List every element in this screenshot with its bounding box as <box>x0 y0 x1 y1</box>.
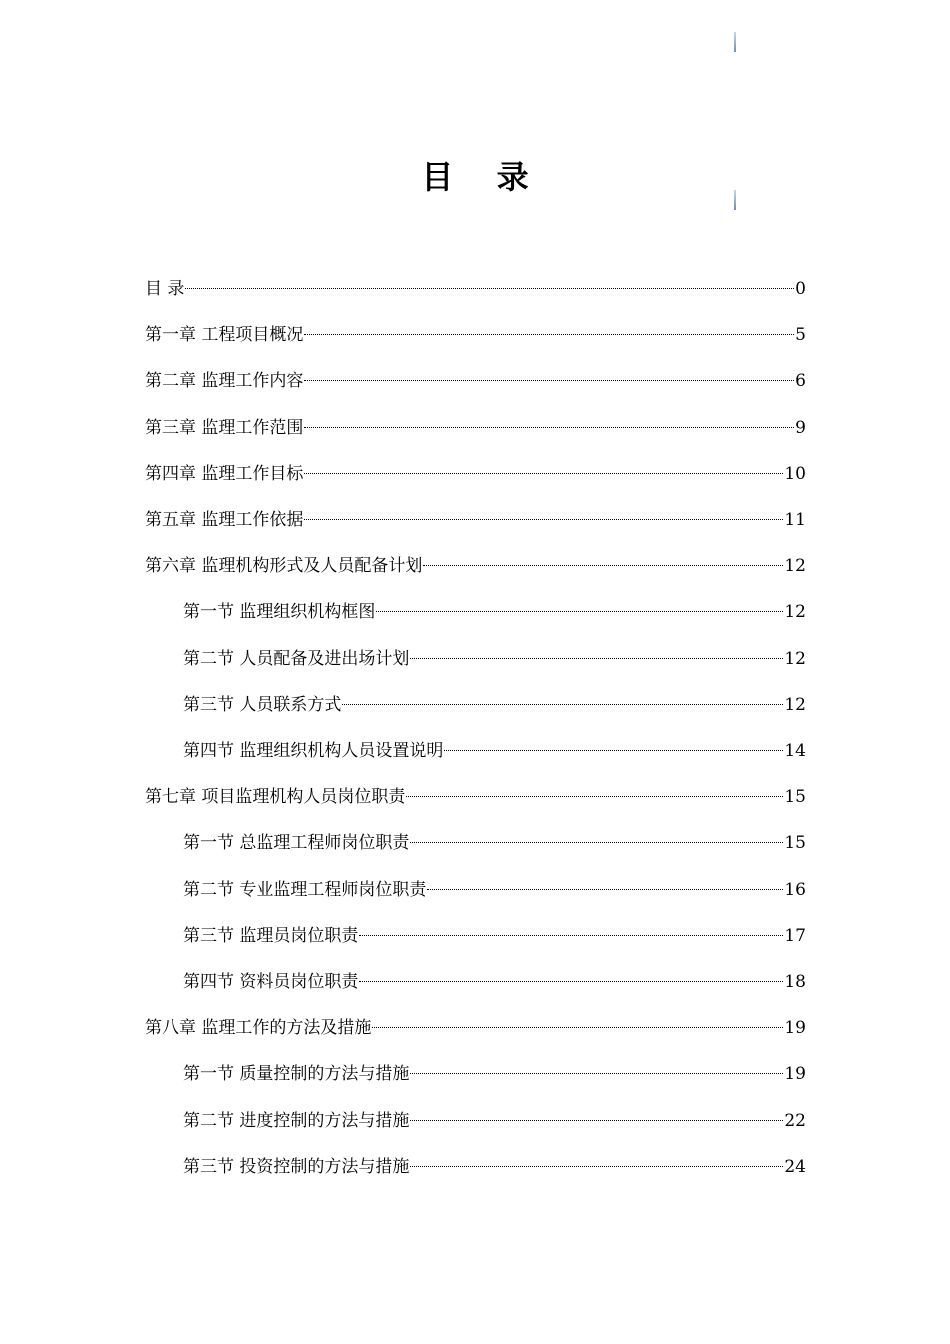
toc-entry[interactable] <box>145 368 806 394</box>
toc-entry-label: 第一节 质量控制的方法与措施 <box>183 1064 410 1085</box>
toc-entry[interactable] <box>145 276 806 302</box>
toc-entry[interactable] <box>145 461 806 487</box>
toc-entry-label: 第三节 监理员岗位职责 <box>183 925 359 946</box>
toc-dot-leader <box>410 658 783 659</box>
toc-dot-leader <box>406 796 783 797</box>
toc-entry-label: 第五章 监理工作依据 <box>145 510 304 530</box>
toc-entry-page-number: 9 <box>795 417 806 438</box>
toc-dot-leader <box>410 1120 783 1121</box>
toc-entry-label: 第八章 监理工作的方法及措施 <box>145 1018 372 1039</box>
toc-entry-label: 第三节 人员联系方式 <box>183 694 342 715</box>
toc-entry-page-number: 6 <box>795 371 806 392</box>
toc-entry-page-number: 12 <box>784 648 806 669</box>
toc-entry-label: 第四节 监理组织机构人员设置说明 <box>183 741 444 761</box>
toc-entry-page-number: 12 <box>784 556 806 577</box>
toc-dot-leader <box>304 334 794 335</box>
toc-entry[interactable] <box>145 507 806 533</box>
toc-entry-page-number: 24 <box>784 1156 806 1177</box>
toc-dot-leader <box>359 935 783 936</box>
toc-dot-leader <box>304 473 783 474</box>
toc-entry[interactable] <box>183 646 806 672</box>
toc-dot-leader <box>185 288 794 289</box>
toc-entry-label: 第一节 监理组织机构框图 <box>183 602 376 623</box>
toc-entry[interactable] <box>183 738 806 764</box>
toc-entry-page-number: 17 <box>784 925 806 946</box>
toc-entry-page-number: 11 <box>784 510 806 530</box>
toc-entry-page-number: 5 <box>795 325 806 346</box>
toc-dot-leader <box>410 1073 783 1074</box>
toc-dot-leader <box>410 842 783 843</box>
toc-entry[interactable] <box>183 923 806 949</box>
toc-entry[interactable] <box>145 415 806 441</box>
toc-entry[interactable] <box>145 1015 806 1041</box>
toc-entry-page-number: 15 <box>784 787 806 808</box>
toc-entry[interactable] <box>183 692 806 718</box>
toc-dot-leader <box>359 981 783 982</box>
toc-entry-page-number: 14 <box>784 741 806 761</box>
toc-entry-label: 第二章 监理工作内容 <box>145 371 304 392</box>
toc-entry-label: 第四节 资料员岗位职责 <box>183 972 359 992</box>
toc-entry-page-number: 19 <box>784 1064 806 1085</box>
toc-entry-page-number: 12 <box>784 694 806 715</box>
toc-entry-page-number: 15 <box>784 833 806 854</box>
toc-dot-leader <box>304 519 783 520</box>
toc-dot-leader <box>304 380 794 381</box>
toc-entry-page-number: 19 <box>784 1018 806 1039</box>
toc-entry[interactable] <box>183 969 806 995</box>
toc-entry-label: 目 录 <box>145 279 185 299</box>
toc-entry-label: 第三节 投资控制的方法与措施 <box>183 1156 410 1177</box>
toc-entry-label: 第三章 监理工作范围 <box>145 417 304 438</box>
toc-entry[interactable] <box>183 1154 806 1180</box>
toc-entry[interactable] <box>183 599 806 625</box>
toc-dot-leader <box>372 1027 783 1028</box>
toc-entry[interactable] <box>145 553 806 579</box>
toc-dot-leader <box>376 611 783 612</box>
toc-entry-label: 第二节 专业监理工程师岗位职责 <box>183 879 427 900</box>
toc-dot-leader <box>304 427 794 428</box>
toc-entry-page-number: 18 <box>784 972 806 992</box>
toc-entry-label: 第二节 人员配备及进出场计划 <box>183 648 410 669</box>
toc-entry-page-number: 22 <box>784 1110 806 1131</box>
toc-dot-leader <box>342 704 783 705</box>
toc-entry-label: 第一章 工程项目概况 <box>145 325 304 346</box>
toc-entry[interactable] <box>183 1061 806 1087</box>
toc-entry[interactable] <box>145 322 806 348</box>
toc-entry-page-number: 16 <box>784 879 806 900</box>
toc-entry-label: 第四章 监理工作目标 <box>145 463 304 484</box>
toc-entry-page-number: 0 <box>795 279 806 299</box>
toc-entry-page-number: 12 <box>784 602 806 623</box>
toc-dot-leader <box>444 750 783 751</box>
toc-entry[interactable] <box>145 784 806 810</box>
toc-entry-label: 第一节 总监理工程师岗位职责 <box>183 833 410 854</box>
toc-entry-label: 第二节 进度控制的方法与措施 <box>183 1110 410 1131</box>
crop-mark-top <box>734 32 736 52</box>
toc-entry[interactable] <box>183 1108 806 1134</box>
toc-entry[interactable] <box>183 830 806 856</box>
toc-entry-label: 第七章 项目监理机构人员岗位职责 <box>145 787 406 808</box>
toc-heading: 目 录 <box>421 158 545 196</box>
toc-dot-leader <box>427 889 783 890</box>
toc-entry[interactable] <box>183 877 806 903</box>
toc-dot-leader <box>423 565 783 566</box>
toc-entry-label: 第六章 监理机构形式及人员配备计划 <box>145 556 423 577</box>
toc-dot-leader <box>410 1166 783 1167</box>
toc-entry-page-number: 10 <box>784 463 806 484</box>
